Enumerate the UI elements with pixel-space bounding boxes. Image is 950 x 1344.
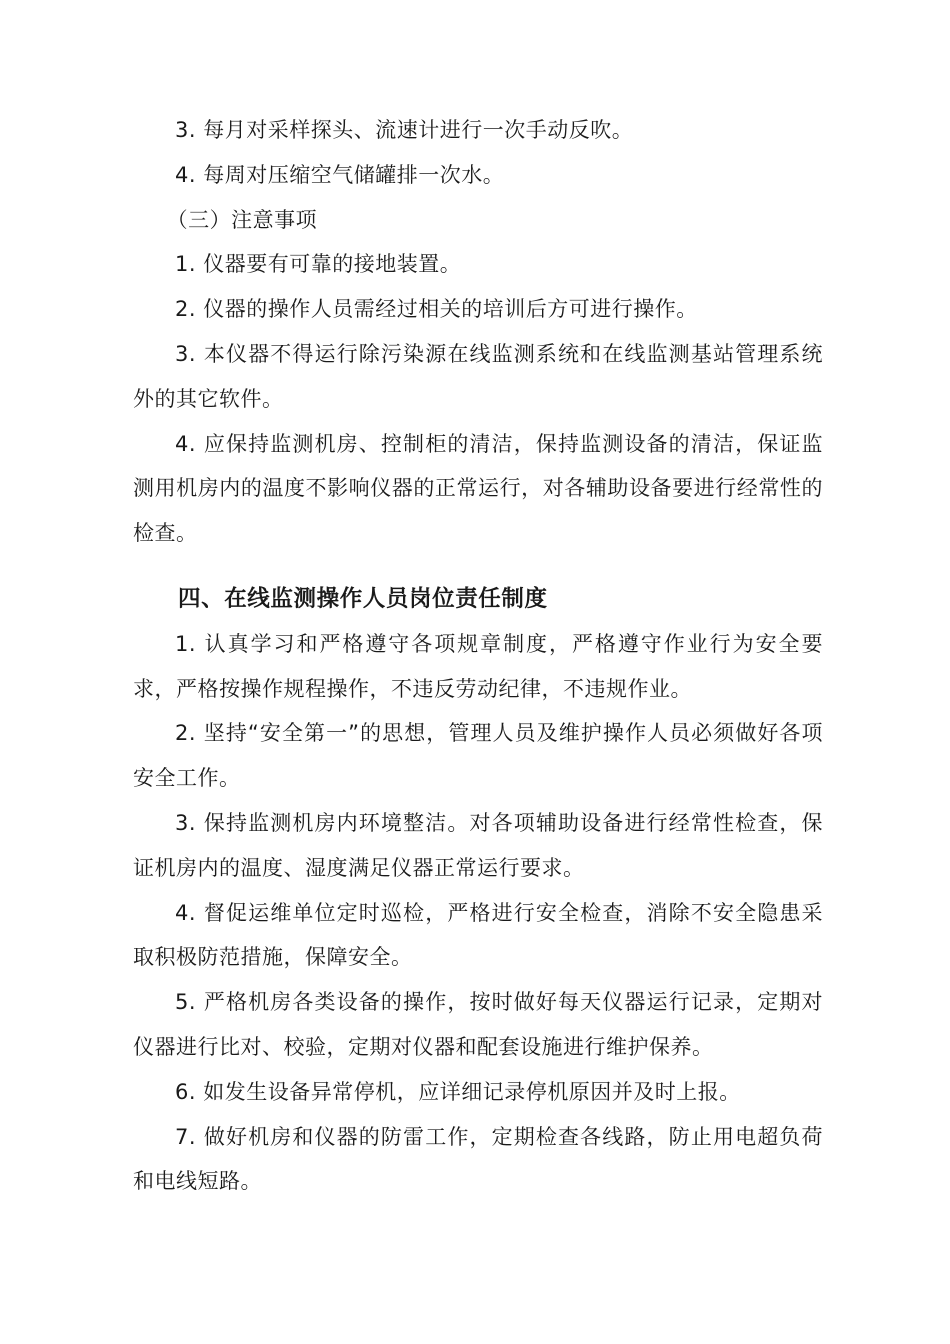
paragraph-item: 4. 应保持监测机房、控制柜的清洁，保持监测设备的清洁，保证监测用机房内的温度不影响仪器的正常运行，对各辅助设备要进行经常性的检查。 <box>133 431 823 546</box>
paragraph-item: 1. 认真学习和严格遵守各项规章制度，严格遵守作业行为安全要求，严格按操作规程操作，不违反劳动纪律，不违规作业。 <box>133 631 823 701</box>
paragraph-item: 6. 如发生设备异常停机，应详细记录停机原因并及时上报。 <box>175 1079 741 1104</box>
document-body <box>133 108 823 1204</box>
paragraph-item: 4. 每周对压缩空气储罐排一次水。 <box>175 162 505 187</box>
paragraph-item: 5. 严格机房各类设备的操作，按时做好每天仪器运行记录，定期对仪器进行比对、校验，定期对仪器和配套设施进行维护保养。 <box>133 990 823 1059</box>
paragraph-item: 1. 仪器要有可靠的接地装置。 <box>175 252 462 277</box>
paragraph-item: 4. 督促运维单位定时巡检，严格进行安全检查，消除不安全隐患采取积极防范措施，保障安全。 <box>133 900 823 970</box>
paragraph-item: 3. 保持监测机房内环境整洁。对各项辅助设备进行经常性检查，保证机房内的温度、湿度满足仪器正常运行要求。 <box>133 810 823 880</box>
paragraph-item: 2. 仪器的操作人员需经过相关的培训后方可进行操作。 <box>175 297 698 322</box>
section-heading: 四、在线监测操作人员岗位责任制度 <box>178 585 548 612</box>
paragraph-item: 2. 坚持“安全第一”的思想，管理人员及维护操作人员必须做好各项安全工作。 <box>133 721 823 791</box>
paragraph-item: 3. 每月对采样探头、流速计进行一次手动反吹。 <box>175 118 634 142</box>
paragraph-item: 3. 本仪器不得运行除污染源在线监测系统和在线监测基站管理系统外的其它软件。 <box>133 341 823 411</box>
paragraph-item: 7. 做好机房和仪器的防雷工作，定期检查各线路，防止用电超负荷和电线短路。 <box>133 1124 823 1194</box>
sub-heading: （三）注意事项 <box>166 207 318 232</box>
